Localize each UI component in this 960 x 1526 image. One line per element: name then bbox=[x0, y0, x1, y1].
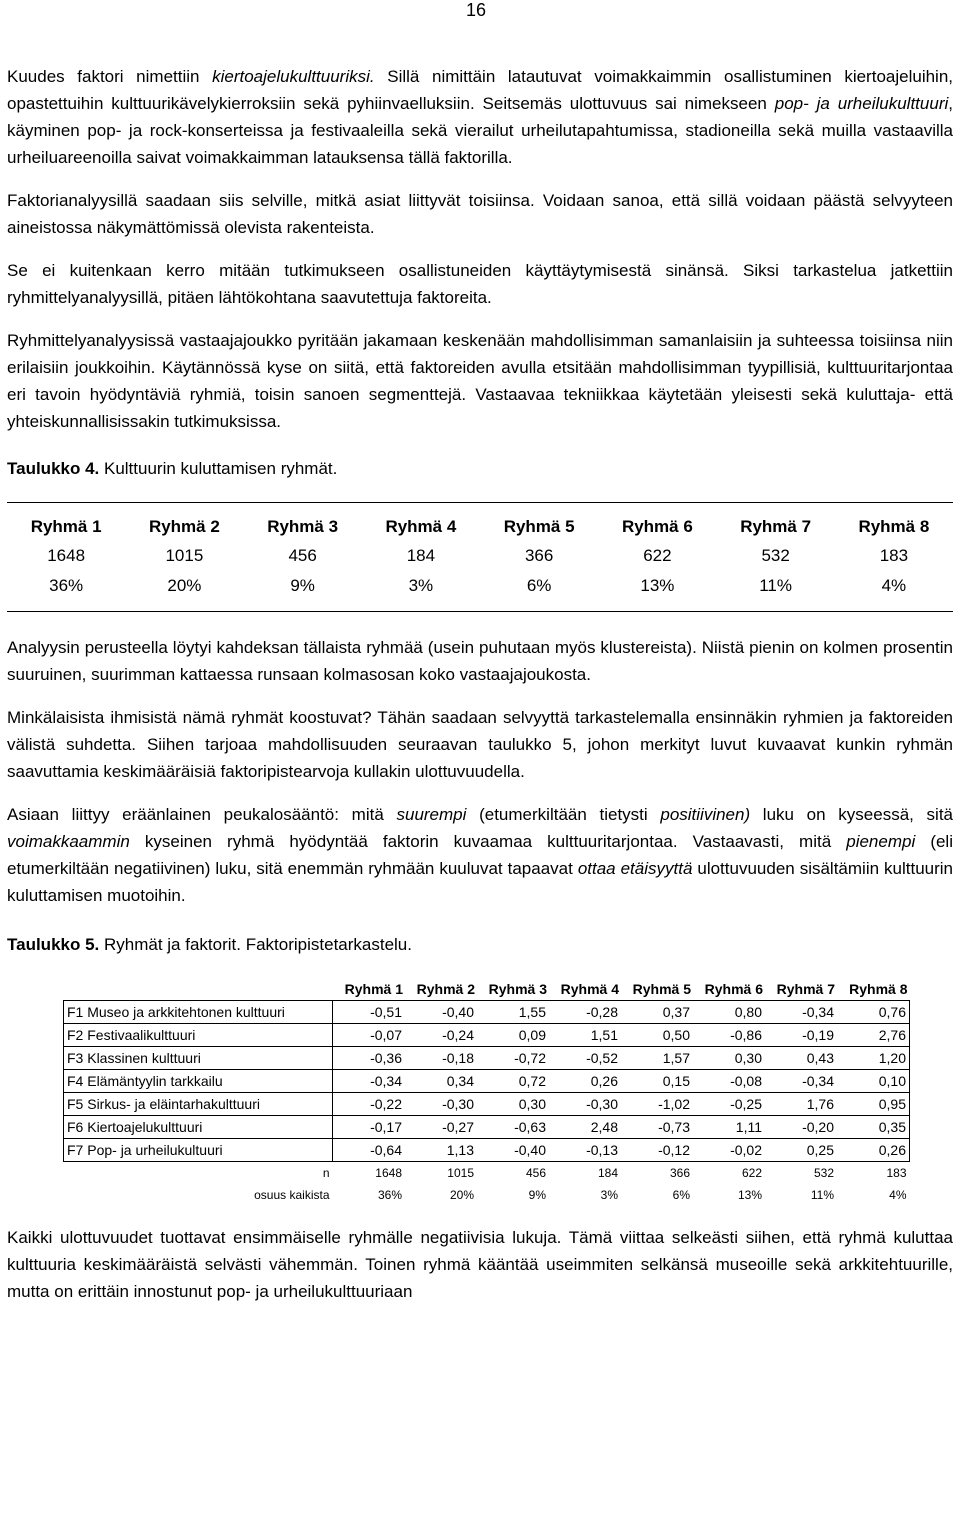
table-5-cell: 0,15 bbox=[621, 1070, 693, 1093]
table-4-header: Ryhmä 5 bbox=[503, 517, 575, 536]
table-5-summary-cell: 456 bbox=[525, 1166, 546, 1180]
table-4-cell: 366 bbox=[524, 546, 554, 565]
table-5-cell: -0,72 bbox=[477, 1047, 549, 1070]
table-5-row-label: F1 Museo ja arkkitehtonen kulttuuri bbox=[64, 1001, 333, 1024]
table-5-cell: 0,95 bbox=[837, 1093, 910, 1116]
table-5-summary-cell: 13% bbox=[737, 1188, 762, 1202]
table-5-cell: 0,30 bbox=[693, 1047, 765, 1070]
table-4-cell: 6% bbox=[526, 576, 552, 595]
table-5-row bbox=[64, 1116, 910, 1139]
table-5-cell: 0,30 bbox=[477, 1093, 549, 1116]
table-4-header-row bbox=[7, 513, 953, 541]
table-5 bbox=[7, 978, 953, 1206]
table-5-cell: 1,57 bbox=[621, 1047, 693, 1070]
table-4-cell: 20% bbox=[167, 576, 202, 595]
table-5-caption-label: Taulukko 5. bbox=[7, 935, 100, 954]
table-5-summary-cell: 1015 bbox=[447, 1166, 474, 1180]
table-5-header: Ryhmä 4 bbox=[560, 981, 619, 997]
table-5-cell: 0,09 bbox=[477, 1024, 549, 1047]
table-5-summary-cell: 1648 bbox=[375, 1166, 402, 1180]
table-4-cell: 4% bbox=[881, 576, 907, 595]
table-5-caption-text: Ryhmät ja faktorit. Faktoripistetarkastelu. bbox=[99, 935, 412, 954]
table-5-summary-cell: 184 bbox=[597, 1166, 618, 1180]
paragraph-6: Minkälaisista ihmisistä nämä ryhmät koostuvat? Tähän saadaan selvyyttä tarkastelemalla ensinnäkin ryhmien ja faktoreiden välistä suhdetta. Siihen tarjoaa mahdollisuuden seuraavan taulukko 5, johon merkityt luvut kuvaavat kunkin ryhmän saavuttamia keskimääräisiä faktoripistearvoja kullakin ulottuvuudella. bbox=[7, 708, 953, 781]
table-5-cell: -0,28 bbox=[549, 1001, 621, 1024]
table-5-cell: 1,76 bbox=[765, 1093, 837, 1116]
table-5-row bbox=[64, 1024, 910, 1047]
table-4-cell: 13% bbox=[640, 576, 675, 595]
table-5-cell: 2,48 bbox=[549, 1116, 621, 1139]
table-5-cell: -0,08 bbox=[693, 1070, 765, 1093]
table-5-cell: -1,02 bbox=[621, 1093, 693, 1116]
table-5-row-label: F6 Kiertoajelukulttuuri bbox=[64, 1116, 333, 1139]
paragraph-8: Kaikki ulottuvuudet tuottavat ensimmäiselle ryhmälle negatiivisia lukuja. Tämä viittaa selkeästi siihen, että ryhmä kuluttaa kulttuuria keskimääräistä selvästi vähemmän. Toinen ryhmä kääntää useimmiten selkänsä museoille sekä arkkitehtuurille, mutta on erittäin innostunut pop- ja urheilukulttuuriaan bbox=[7, 1228, 953, 1301]
table-4-count-row bbox=[7, 541, 953, 571]
table-4-header: Ryhmä 3 bbox=[267, 517, 339, 536]
table-5-cell: 0,26 bbox=[549, 1070, 621, 1093]
table-5-header: Ryhmä 8 bbox=[849, 981, 908, 997]
table-5-cell: 0,26 bbox=[837, 1139, 910, 1162]
table-5-summary-cell: 20% bbox=[449, 1188, 474, 1202]
table-4-header: Ryhmä 6 bbox=[621, 517, 693, 536]
table-5-cell: -0,02 bbox=[693, 1139, 765, 1162]
table-5-summary-cell: 3% bbox=[600, 1188, 618, 1202]
table-5-cell: 1,55 bbox=[477, 1001, 549, 1024]
table-5-row-label: F4 Elämäntyylin tarkkailu bbox=[64, 1070, 333, 1093]
table-4-cell: 183 bbox=[879, 546, 909, 565]
paragraph-2: Faktorianalyysillä saadaan siis selville, mitkä asiat liittyvät toisiinsa. Voidaan sanoa, että sillä voidaan päästä selvyyteen aineistossa näkymättömissä olevista rakenteista. bbox=[7, 191, 953, 237]
table-5-cell: -0,20 bbox=[765, 1116, 837, 1139]
table-5-cell: -0,24 bbox=[405, 1024, 477, 1047]
table-5-row-label: F3 Klassinen kulttuuri bbox=[64, 1047, 333, 1070]
table-5-header: Ryhmä 7 bbox=[776, 981, 835, 997]
table-4-header: Ryhmä 4 bbox=[385, 517, 457, 536]
table-4-cell: 532 bbox=[761, 546, 790, 565]
table-4-caption bbox=[7, 455, 953, 482]
table-5-summary-cell: 6% bbox=[672, 1188, 690, 1202]
text-run: Sillä nimittäin latautuvat voimakkaimmin osallistuminen kiertoajeluihin, opastettuihin kulttuurikävelykierroksiin sekä pyhiinvaelluksiin. Seitsemäs ulottuvuus sai nimekseen bbox=[7, 67, 953, 113]
italic-text: pop- ja urheilukulttuuri bbox=[774, 94, 949, 113]
table-5-row bbox=[64, 1047, 910, 1070]
table-5-cell: -0,52 bbox=[549, 1047, 621, 1070]
table-5-cell: -0,34 bbox=[333, 1070, 406, 1093]
table-5-header: Ryhmä 1 bbox=[344, 981, 403, 997]
table-5-header-row bbox=[64, 978, 910, 1001]
table-5-cell: 1,20 bbox=[837, 1047, 910, 1070]
text-run: Kuudes faktori nimettiin bbox=[7, 67, 213, 86]
text-run: (eli etumerkiltään negatiivinen) luku, sitä enemmän ryhmään kuuluvat tapaavat bbox=[7, 832, 953, 878]
table-5-cell: -0,30 bbox=[405, 1093, 477, 1116]
table-5-summary-cell: 11% bbox=[810, 1188, 834, 1202]
table-5-caption bbox=[7, 931, 953, 958]
table-5-cell: 0,37 bbox=[621, 1001, 693, 1024]
table-4-cell: 11% bbox=[759, 576, 792, 595]
table-5-n-row bbox=[64, 1162, 910, 1185]
table-5-cell: 0,43 bbox=[765, 1047, 837, 1070]
table-5-cell: -0,63 bbox=[477, 1116, 549, 1139]
italic-text: pienempi bbox=[846, 832, 916, 851]
page-number: 16 bbox=[466, 0, 487, 20]
table-5-summary-cell: 4% bbox=[889, 1188, 907, 1202]
table-5-row bbox=[64, 1070, 910, 1093]
table-5-row-label: F7 Pop- ja urheilukultuuri bbox=[64, 1139, 333, 1162]
table-5-cell: 0,50 bbox=[621, 1024, 693, 1047]
text-run: (etumerkiltään tietysti bbox=[466, 805, 661, 824]
table-5-cell: -0,27 bbox=[405, 1116, 477, 1139]
paragraph-3: Se ei kuitenkaan kerro mitään tutkimukseen osallistuneiden käyttäytymisestä sinänsä. Siksi tarkastelua jatkettiin ryhmittelyanalyysillä, pitäen lähtökohtana saavutettuja faktoreita. bbox=[7, 261, 953, 307]
table-5-summary-cell: 183 bbox=[886, 1166, 907, 1180]
table-4-header: Ryhmä 2 bbox=[148, 517, 220, 536]
paragraph-7 bbox=[7, 801, 953, 909]
table-5-body bbox=[64, 1001, 910, 1207]
table-5-cell: -0,22 bbox=[333, 1093, 406, 1116]
table-4-caption-text: Kulttuurin kuluttamisen ryhmät. bbox=[99, 459, 338, 478]
table-5-cell: 0,35 bbox=[837, 1116, 910, 1139]
text-run: kyseinen ryhmä hyödyntää faktorin kuvaamaa kulttuuritarjontaa. Vastaavasti, mitä bbox=[129, 832, 847, 851]
table-5-summary-cell: 366 bbox=[669, 1166, 690, 1180]
table-5-cell: -0,30 bbox=[549, 1093, 621, 1116]
table-4-cell: 184 bbox=[406, 546, 436, 565]
table-5-row-label: F5 Sirkus- ja eläintarhakulttuuri bbox=[64, 1093, 333, 1116]
table-5-cell: -0,64 bbox=[333, 1139, 406, 1162]
table-5-summary-cell: 9% bbox=[528, 1188, 546, 1202]
table-5-cell: -0,51 bbox=[333, 1001, 406, 1024]
table-5-cell: -0,34 bbox=[765, 1001, 837, 1024]
table-5-summary-cell: 532 bbox=[813, 1166, 834, 1180]
table-4-cell: 9% bbox=[290, 576, 315, 595]
table-5-cell: 0,76 bbox=[837, 1001, 910, 1024]
table-5-cell: 0,34 bbox=[405, 1070, 477, 1093]
table-5-cell: -0,13 bbox=[549, 1139, 621, 1162]
table-5-cell: -0,12 bbox=[621, 1139, 693, 1162]
text-run: luku on kyseessä, sitä bbox=[750, 805, 954, 824]
table-5-cell: 0,25 bbox=[765, 1139, 837, 1162]
table-4-cell: 36% bbox=[49, 576, 84, 595]
table-5-summary-label: osuus kaikista bbox=[254, 1188, 330, 1202]
table-5-header: Ryhmä 5 bbox=[632, 981, 691, 997]
table-5-cell: 1,51 bbox=[549, 1024, 621, 1047]
table-5-row bbox=[64, 1139, 910, 1162]
table-5-cell: -0,40 bbox=[405, 1001, 477, 1024]
table-4-header: Ryhmä 8 bbox=[858, 517, 930, 536]
table-5-cell: 2,76 bbox=[837, 1024, 910, 1047]
table-5-cell: -0,07 bbox=[333, 1024, 406, 1047]
table-5-cell: 0,72 bbox=[477, 1070, 549, 1093]
text-run: ulottuvuuden sisältämiin kulttuurin kuluttamisen muotoihin. bbox=[7, 859, 953, 905]
table-4-cell: 456 bbox=[288, 546, 317, 565]
italic-text: kiertoajelukulttuuriksi. bbox=[212, 67, 375, 86]
table-4-header: Ryhmä 7 bbox=[740, 517, 812, 536]
table-4 bbox=[7, 502, 953, 612]
table-5-cell: 0,10 bbox=[837, 1070, 910, 1093]
table-5-row bbox=[64, 1093, 910, 1116]
document-body bbox=[7, 63, 953, 1305]
table-5-header: Ryhmä 3 bbox=[488, 981, 547, 997]
table-5-summary-label: n bbox=[322, 1166, 330, 1180]
table-5-row-label: F2 Festivaalikulttuuri bbox=[64, 1024, 333, 1047]
paragraph-1 bbox=[7, 63, 953, 171]
italic-text: ottaa etäisyyttä bbox=[577, 859, 693, 878]
paragraph-5: Analyysin perusteella löytyi kahdeksan tällaista ryhmää (usein puhutaan myös klustereista). Niistä pienin on kolmen prosentin suuruinen, suurimman kattaessa runsaan kolmasosan koko vastaajajoukosta. bbox=[7, 638, 953, 684]
table-4-cell: 3% bbox=[408, 576, 434, 595]
table-5-cell: -0,86 bbox=[693, 1024, 765, 1047]
table-5-summary-cell: 622 bbox=[741, 1166, 762, 1180]
table-5-share-row bbox=[64, 1184, 910, 1206]
table-4-cell: 1648 bbox=[47, 546, 86, 565]
table-4-percent-row bbox=[7, 571, 953, 601]
table-5-cell: -0,73 bbox=[621, 1116, 693, 1139]
table-5-cell: -0,34 bbox=[765, 1070, 837, 1093]
table-4-cell: 1015 bbox=[165, 546, 204, 565]
table-5-cell: -0,25 bbox=[693, 1093, 765, 1116]
text-run: Asiaan liittyy eräänlainen peukalosääntö: mitä bbox=[7, 805, 397, 824]
italic-text: positiivinen) bbox=[660, 805, 751, 824]
italic-text: voimakkaammin bbox=[7, 832, 130, 851]
table-5-cell: -0,40 bbox=[477, 1139, 549, 1162]
table-5-row bbox=[64, 1001, 910, 1024]
table-4-header: Ryhmä 1 bbox=[30, 517, 102, 536]
table-5-header: Ryhmä 6 bbox=[704, 981, 763, 997]
italic-text: suurempi bbox=[396, 805, 467, 824]
table-5-cell: 1,13 bbox=[405, 1139, 477, 1162]
table-5-cell: -0,18 bbox=[405, 1047, 477, 1070]
table-5-cell: -0,19 bbox=[765, 1024, 837, 1047]
table-5-cell: 0,80 bbox=[693, 1001, 765, 1024]
paragraph-4: Ryhmittelyanalyysissä vastaajajoukko pyritään jakamaan keskenään mahdollisimman samanlaisiin ja suhteessa toisiinsa niin erilaisiin joukkoihin. Käytännössä kyse on siitä, että faktoreiden avulla etsitään mahdollisimman tyypillisiä, kulttuuritarjontaa eri tavoin hyödyntäviä ryhmiä, toisin sanoen segmenttejä. Vastaavaa tekniikkaa käytetään yleisesti sekä kuluttaja- että yhteiskunnallisissakin tutkimuksissa. bbox=[7, 331, 953, 431]
text-run: , käyminen pop- ja rock-konserteissa ja festivaaleilla sekä vierailut urheilutapahtumissa, stadioneilla sekä muilla vastaavilla urheiluareenoilla saivat voimakkaimman latauksensa tällä faktorilla. bbox=[7, 94, 953, 167]
table-5-header: Ryhmä 2 bbox=[416, 981, 475, 997]
table-4-caption-label: Taulukko 4. bbox=[7, 459, 100, 478]
table-5-corner bbox=[64, 978, 333, 1001]
table-5-cell: 1,11 bbox=[693, 1116, 765, 1139]
table-5-summary-cell: 36% bbox=[377, 1188, 402, 1202]
table-5-cell: -0,17 bbox=[333, 1116, 406, 1139]
table-5-cell: -0,36 bbox=[333, 1047, 406, 1070]
table-4-cell: 622 bbox=[643, 546, 672, 565]
